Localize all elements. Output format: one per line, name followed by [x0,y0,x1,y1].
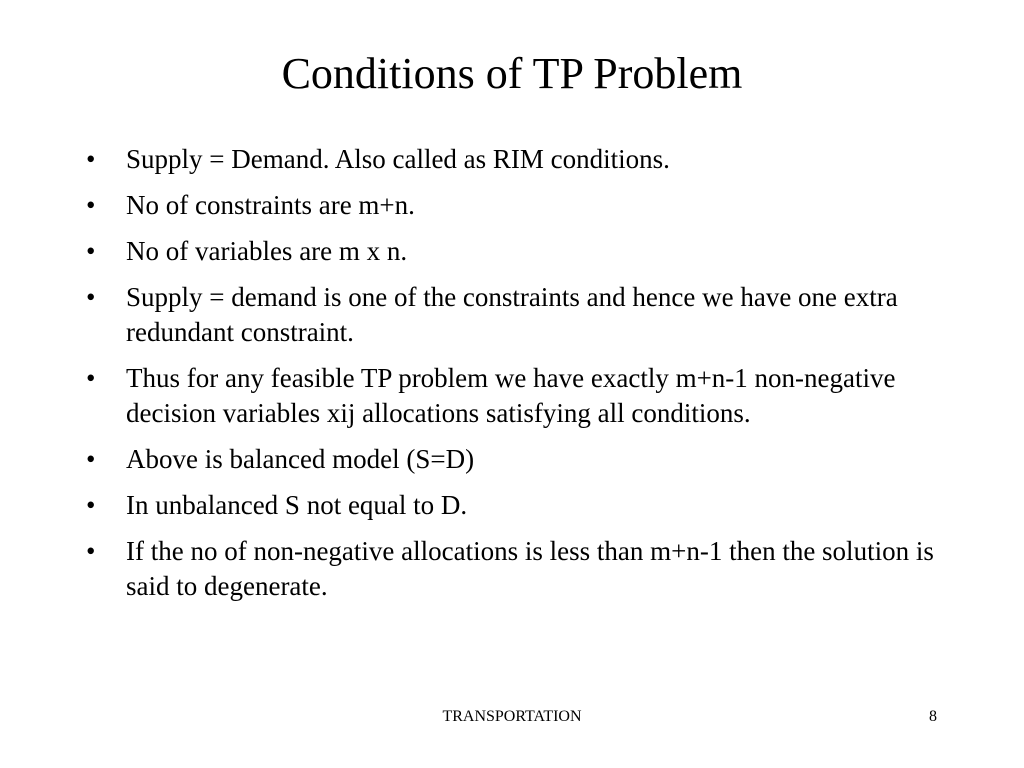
bullet-item-degenerate [86,534,936,604]
bullet-text: In unbalanced S not equal to D. [126,490,468,520]
bullet-text: Above is balanced model (S=D) [126,444,475,474]
bullet-list [86,142,936,615]
bullet-icon: • [86,444,96,474]
bullet-item-redundant-constraint [86,280,936,350]
bullet-item-balanced-model [86,442,936,477]
footer-title: TRANSPORTATION [442,708,582,725]
slide-title: Conditions of TP Problem [281,49,743,98]
bullet-icon: • [86,144,96,174]
bullet-icon: • [86,282,96,312]
bullet-icon: • [86,363,96,393]
bullet-text: Thus for any feasible TP problem we have exactly m+n-1 non-negative decision variables xij allocations satisfying all conditions. [126,363,896,428]
bullet-text: Supply = demand is one of the constraints and hence we have one extra redundant constraint. [126,282,898,347]
bullet-text: No of variables are m x n. [126,236,408,266]
page-number: 8 [929,708,937,725]
bullet-item-supply-equals-demand [86,142,936,177]
bullet-item-constraints [86,188,936,223]
bullet-text: If the no of non-negative allocations is less than m+n-1 then the solution is said to degenerate. [126,536,934,601]
bullet-icon: • [86,490,96,520]
bullet-icon: • [86,536,96,566]
bullet-item-feasible-allocations [86,361,936,431]
bullet-text: No of constraints are m+n. [126,190,415,220]
bullet-item-unbalanced-model [86,488,936,523]
bullet-item-variables [86,234,936,269]
bullet-icon: • [86,190,96,220]
bullet-icon: • [86,236,96,266]
bullet-text: Supply = Demand. Also called as RIM conditions. [126,144,670,174]
